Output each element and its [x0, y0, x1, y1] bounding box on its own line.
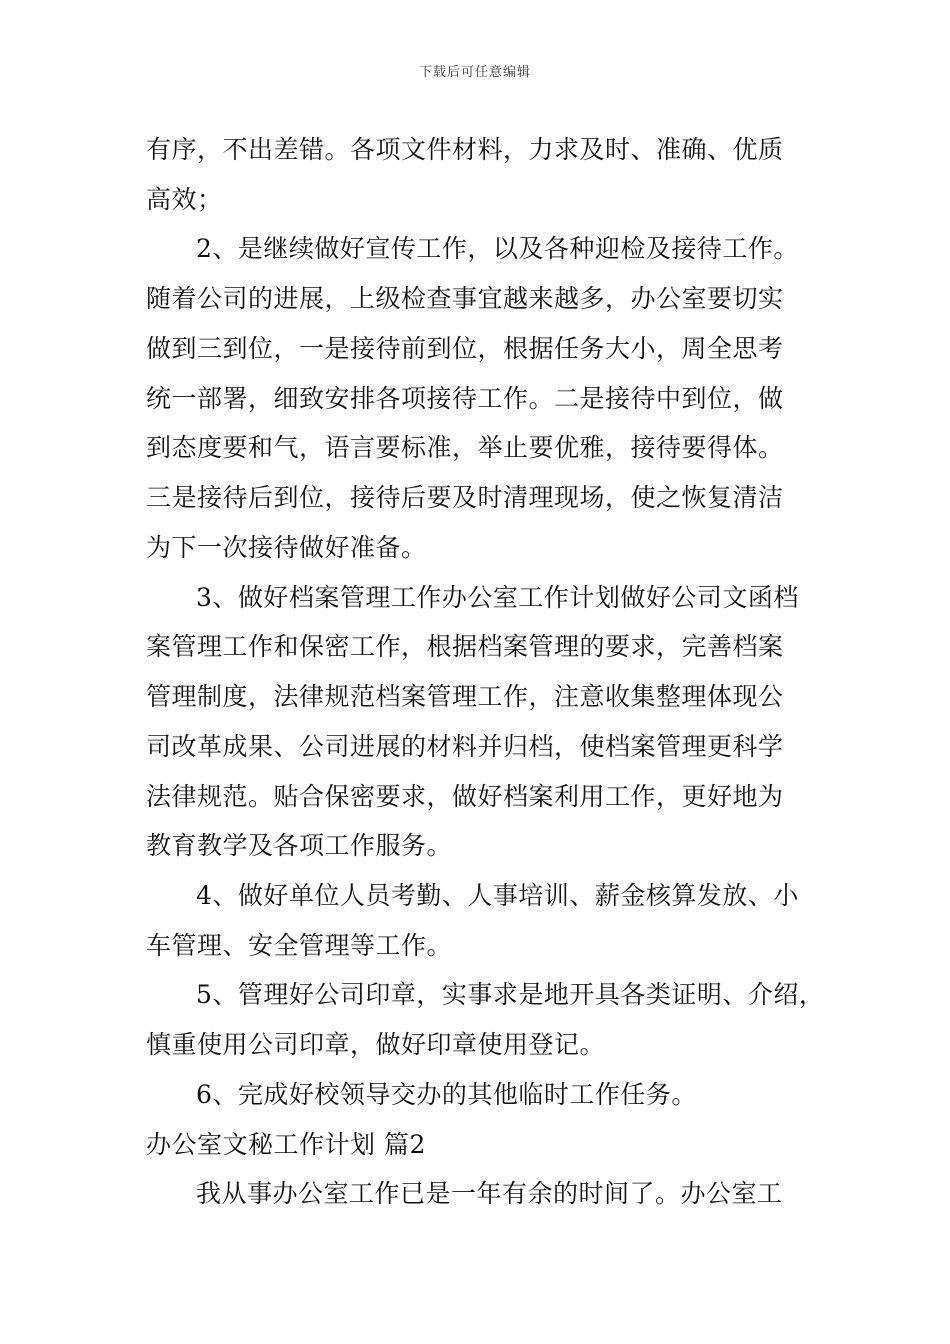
text-line: 统一部署，细致安排各项接待工作。二是接待中到位，做 — [146, 384, 784, 413]
section-heading: 办公室文秘工作计划 篇2 — [146, 1130, 426, 1159]
page-header: 下载后可任意编辑 — [418, 65, 531, 80]
text-line: 到态度要和气，语言要标准，举止要优雅，接待要得体。 — [146, 433, 784, 462]
text-line: 6、完成好校领导交办的其他临时工作任务。 — [196, 1080, 697, 1109]
text-line: 教育教学及各项工作服务。 — [146, 831, 453, 860]
text-line: 随着公司的进展，上级检查事宜越来越多，办公室要切实 — [146, 284, 784, 313]
text-line: 我从事办公室工作已是一年有余的时间了。办公室工 — [196, 1179, 783, 1208]
text-line: 4、做好单位人员考勤、人事培训、薪金核算发放、小 — [196, 881, 799, 910]
text-line: 案管理工作和保密工作，根据档案管理的要求，完善档案 — [146, 632, 784, 661]
text-line: 管理制度，法律规范档案管理工作，注意收集整理体现公 — [146, 682, 784, 711]
text-line: 高效； — [146, 185, 223, 214]
text-line: 三是接待后到位，接待后要及时清理现场，使之恢复清洁 — [146, 483, 784, 512]
text-line: 车管理、安全管理等工作。 — [146, 931, 453, 960]
text-line: 做到三到位，一是接待前到位，根据任务大小，周全思考 — [146, 334, 784, 363]
text-line: 有序，不出差错。各项文件材料，力求及时、准确、优质 — [146, 135, 784, 164]
text-line: 慎重使用公司印章，做好印章使用登记。 — [146, 1030, 606, 1059]
text-line: 3、做好档案管理工作办公室工作计划做好公司文函档 — [196, 583, 799, 612]
text-line: 司改革成果、公司进展的材料并归档，使档案管理更科学 — [146, 732, 784, 761]
text-line: 2、是继续做好宣传工作，以及各种迎检及接待工作。 — [196, 234, 799, 263]
text-line: 为下一次接待做好准备。 — [146, 533, 427, 562]
text-line: 法律规范。贴合保密要求，做好档案利用工作，更好地为 — [146, 782, 784, 811]
text-line: 5、管理好公司印章，实事求是地开具各类证明、介绍， — [196, 980, 825, 1009]
